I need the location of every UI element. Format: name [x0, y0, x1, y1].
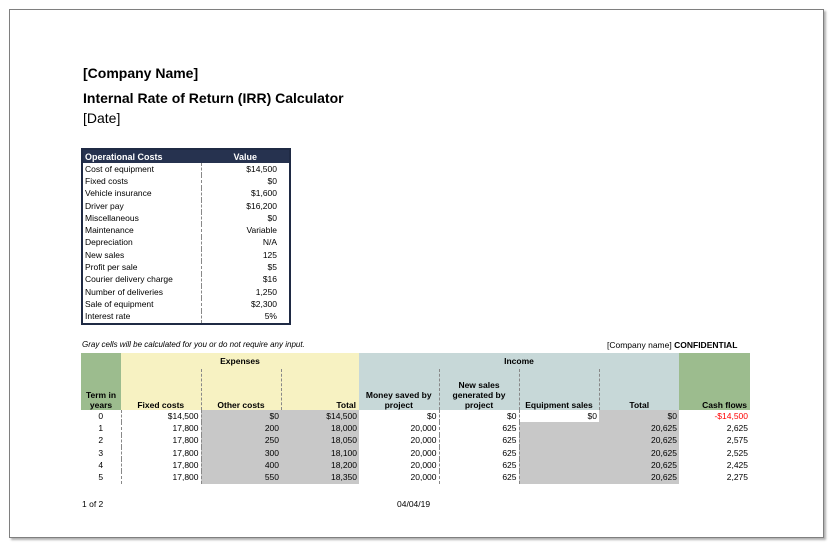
operational-costs-table [81, 148, 291, 325]
new-sales-cell[interactable]: $0 [439, 410, 519, 422]
term-cell: 1 [81, 422, 121, 434]
ops-label: Driver pay [82, 200, 202, 212]
ops-value[interactable]: $14,500 [246, 163, 277, 174]
new-sales-cell[interactable]: 625 [439, 459, 519, 471]
ops-label: Interest rate [82, 311, 202, 324]
ops-value[interactable]: 1,250 [255, 286, 277, 297]
expenses-group-header: Expenses [121, 353, 359, 369]
total-expenses-cell: $14,500 [281, 410, 359, 422]
ops-row [82, 224, 290, 236]
ops-value[interactable]: $1,600 [251, 188, 277, 199]
cash-flow-cell: 2,425 [726, 459, 749, 470]
fixed-costs-cell[interactable]: 17,800 [121, 435, 201, 447]
ops-row [82, 212, 290, 224]
table-row [81, 435, 750, 447]
total-expenses-header: Total [281, 369, 359, 410]
fixed-costs-cell[interactable]: 17,800 [121, 459, 201, 471]
total-income-header: Total [599, 369, 679, 410]
total-expenses-cell: 18,100 [281, 447, 359, 459]
confidential-label [607, 340, 737, 350]
equipment-sales-cell[interactable] [519, 422, 599, 434]
other-costs-cell[interactable]: 300 [201, 447, 281, 459]
ops-row [82, 188, 290, 200]
new-sales-cell[interactable]: 625 [439, 471, 519, 483]
ops-label: Fixed costs [82, 175, 202, 187]
new-sales-cell[interactable]: 625 [439, 447, 519, 459]
other-costs-cell[interactable]: $0 [201, 410, 281, 422]
cash-flows-header: Cash flows [679, 369, 750, 410]
ops-value[interactable]: $16 [262, 274, 277, 285]
income-group-header: Income [359, 353, 679, 369]
total-expenses-cell: 18,350 [281, 471, 359, 483]
ops-row [82, 274, 290, 286]
total-expenses-cell: 18,200 [281, 459, 359, 471]
money-saved-header: Money saved by project [359, 369, 439, 410]
term-cell: 3 [81, 447, 121, 459]
cash-flow-cell: 2,275 [726, 472, 749, 483]
table-row [81, 459, 750, 471]
money-saved-cell[interactable]: 20,000 [359, 447, 439, 459]
term-cell: 2 [81, 435, 121, 447]
total-income-cell: 20,625 [599, 435, 679, 447]
ops-row [82, 261, 290, 273]
fixed-costs-cell[interactable]: 17,800 [121, 447, 201, 459]
new-sales-header: New sales generated by project [439, 369, 519, 410]
ops-label: Vehicle insurance [82, 188, 202, 200]
equipment-sales-cell[interactable]: $0 [587, 410, 597, 421]
money-saved-cell[interactable]: 20,000 [359, 459, 439, 471]
ops-row [82, 298, 290, 310]
ops-row [82, 163, 290, 175]
new-sales-cell[interactable]: 625 [439, 422, 519, 434]
term-cell: 0 [81, 410, 121, 422]
equipment-sales-cell[interactable] [519, 459, 599, 471]
ops-value[interactable]: $0 [267, 212, 277, 223]
equipment-sales-cell[interactable] [519, 447, 599, 459]
new-sales-cell[interactable]: 625 [439, 435, 519, 447]
page-number: 1 of 2 [82, 499, 104, 509]
ops-label: Maintenance [82, 224, 202, 236]
table-row [81, 422, 750, 434]
other-costs-cell[interactable]: 400 [201, 459, 281, 471]
cash-flow-cell: 2,625 [726, 422, 749, 433]
total-income-cell: 20,625 [599, 459, 679, 471]
ops-label: Cost of equipment [82, 163, 202, 175]
term-header: Term in years [81, 369, 121, 410]
cash-corner [679, 353, 750, 369]
ops-label: Profit per sale [82, 261, 202, 273]
gray-cells-note: Gray cells will be calculated for you or do not require any input. [82, 340, 305, 349]
page-title: Internal Rate of Return (IRR) Calculator [83, 90, 344, 106]
ops-row [82, 175, 290, 187]
ops-row [82, 237, 290, 249]
ops-label: Sale of equipment [82, 298, 202, 310]
fixed-costs-header: Fixed costs [121, 369, 201, 410]
fixed-costs-cell[interactable]: 17,800 [121, 422, 201, 434]
ops-header-label: Operational Costs [82, 149, 202, 163]
other-costs-header: Other costs [201, 369, 281, 410]
total-expenses-cell: 18,000 [281, 422, 359, 434]
ops-label: Depreciation [82, 237, 202, 249]
ops-row [82, 286, 290, 298]
term-cell: 5 [81, 471, 121, 483]
fixed-costs-cell[interactable]: 17,800 [121, 471, 201, 483]
ops-value[interactable]: $5 [267, 262, 277, 273]
total-income-cell: $0 [599, 410, 679, 422]
cash-flow-cell: -$14,500 [714, 410, 749, 421]
money-saved-cell[interactable]: 20,000 [359, 471, 439, 483]
other-costs-cell[interactable]: 250 [201, 435, 281, 447]
date-field: [Date] [83, 110, 121, 126]
ops-value[interactable]: $2,300 [251, 298, 277, 309]
ops-label: Courier delivery charge [82, 274, 202, 286]
ops-value[interactable]: Variable [246, 225, 277, 236]
confidential-company: [Company name] [607, 340, 672, 350]
company-name: [Company Name] [83, 65, 199, 81]
equipment-sales-header: Equipment sales [519, 369, 599, 410]
total-expenses-cell: 18,050 [281, 435, 359, 447]
irr-table [81, 353, 750, 484]
ops-value[interactable]: $16,200 [246, 200, 277, 211]
ops-value[interactable]: 5% [264, 311, 277, 322]
ops-label: New sales [82, 249, 202, 261]
ops-label: Number of deliveries [82, 286, 202, 298]
table-row [81, 447, 750, 459]
table-row [81, 471, 750, 483]
ops-row [82, 200, 290, 212]
ops-row [82, 249, 290, 261]
ops-label: Miscellaneous [82, 212, 202, 224]
total-income-cell: 20,625 [599, 471, 679, 483]
footer-date: 04/04/19 [397, 499, 431, 509]
cash-flow-cell: 2,525 [726, 447, 749, 458]
other-costs-cell[interactable]: 200 [201, 422, 281, 434]
ops-row [82, 311, 290, 324]
fixed-costs-cell[interactable]: $14,500 [121, 410, 201, 422]
ops-value[interactable]: $0 [267, 175, 277, 186]
money-saved-cell[interactable]: 20,000 [359, 435, 439, 447]
table-row [81, 410, 750, 422]
other-costs-cell[interactable]: 550 [201, 471, 281, 483]
ops-header-value: Value [202, 149, 291, 163]
total-income-cell: 20,625 [599, 447, 679, 459]
term-cell: 4 [81, 459, 121, 471]
confidential-text: CONFIDENTIAL [674, 340, 738, 350]
ops-value[interactable]: N/A [262, 237, 277, 248]
money-saved-cell[interactable]: $0 [359, 410, 439, 422]
equipment-sales-cell[interactable] [519, 435, 599, 447]
equipment-sales-cell[interactable] [519, 471, 599, 483]
corner-cell [81, 353, 121, 369]
cash-flow-cell: 2,575 [726, 435, 749, 446]
money-saved-cell[interactable]: 20,000 [359, 422, 439, 434]
total-income-cell: 20,625 [599, 422, 679, 434]
ops-value[interactable]: 125 [262, 249, 277, 260]
